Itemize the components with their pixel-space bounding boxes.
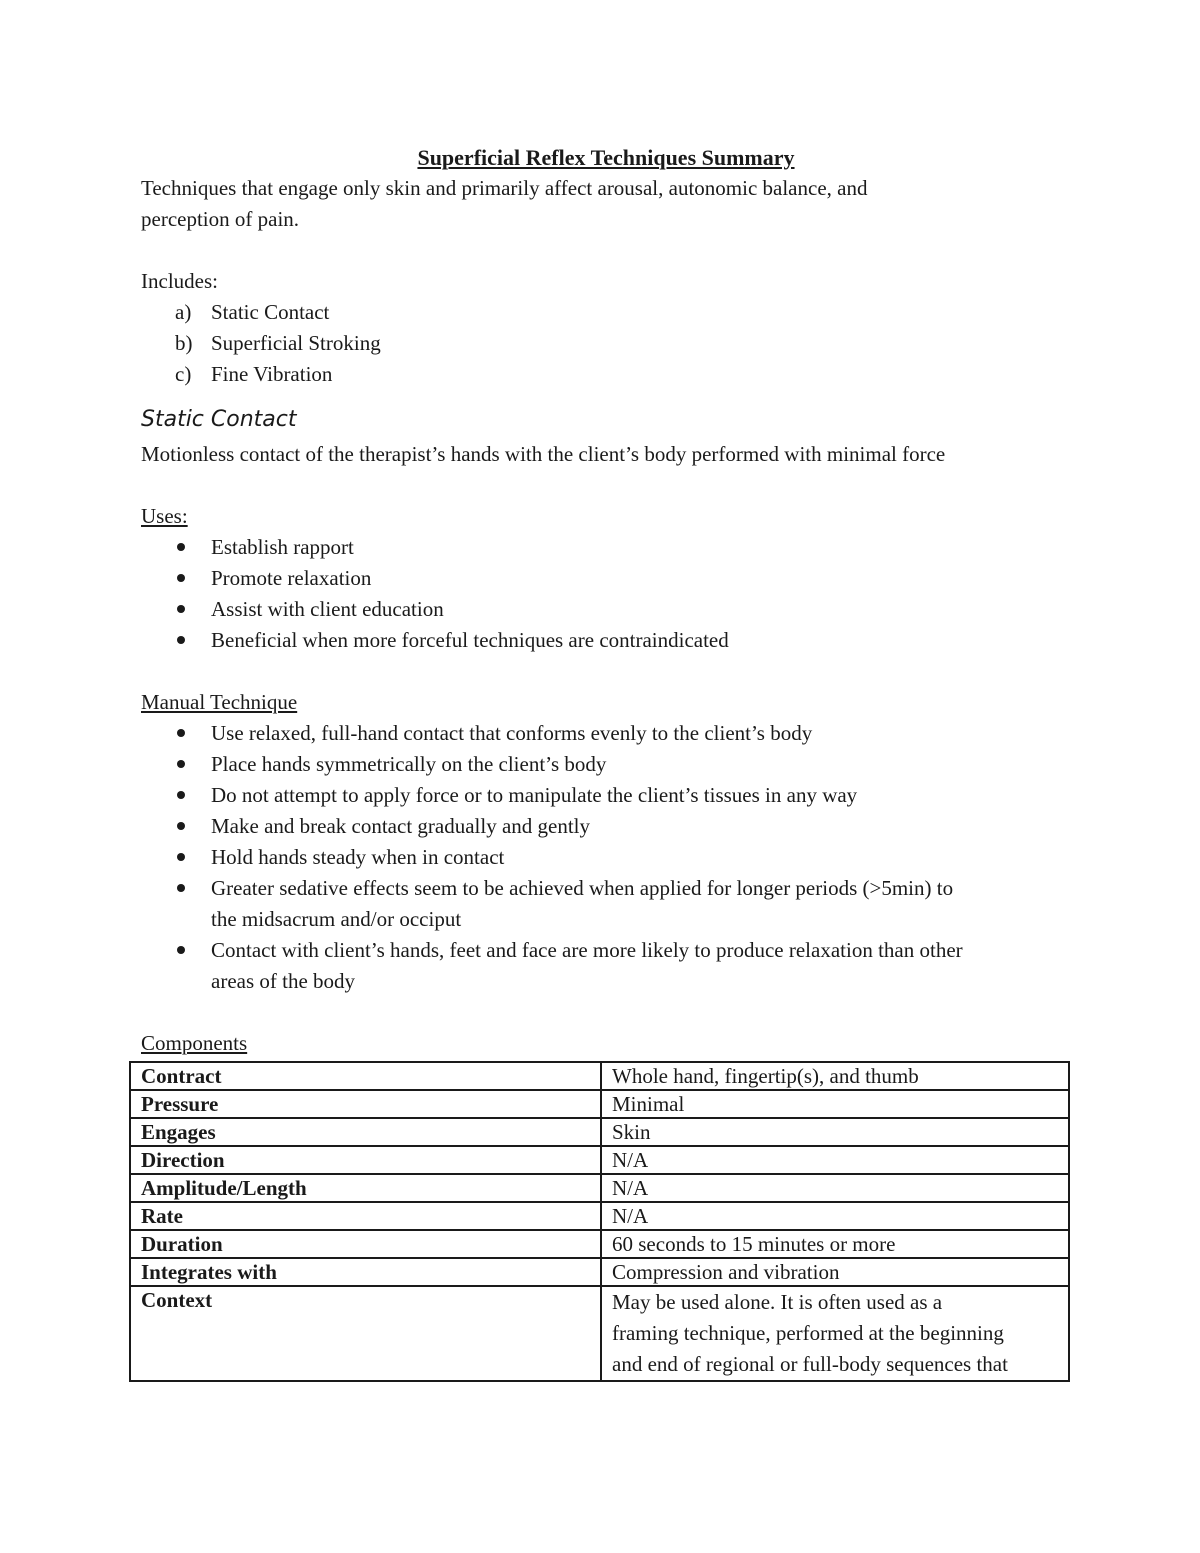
list-item-text: Beneficial when more forceful techniques are contraindicated (211, 628, 729, 652)
table-cell-value: 60 seconds to 15 minutes or more (601, 1230, 1069, 1258)
document-title: Superficial Reflex Techniques Summary (417, 145, 795, 170)
table-cell-value: Minimal (601, 1090, 1069, 1118)
list-item-text: Contact with client’s hands, feet and face are more likely to produce relaxation than other (211, 938, 963, 962)
table-row (130, 1230, 1069, 1258)
table-cell-value: N/A (601, 1146, 1069, 1174)
components-table (129, 1061, 1070, 1382)
table-cell-key: Engages (130, 1118, 601, 1146)
table-cell-key: Integrates with (130, 1258, 601, 1286)
uses-list (141, 532, 1071, 656)
spacer (141, 470, 1071, 501)
intro-text-line-2: perception of pain. (141, 207, 300, 231)
table-row (130, 1146, 1069, 1174)
table-row (130, 1286, 1069, 1381)
spacer (141, 656, 1071, 687)
table-row (130, 1258, 1069, 1286)
bullet-icon (177, 791, 185, 799)
table-row (130, 1202, 1069, 1230)
bullet-icon (177, 543, 185, 551)
context-line: framing technique, performed at the beginning (612, 1321, 1004, 1345)
bullet-icon (177, 636, 185, 644)
list-item-text: Greater sedative effects seem to be achieved when applied for longer periods (>5min) to (211, 876, 954, 900)
bullet-icon (177, 884, 185, 892)
list-item-text: Promote relaxation (211, 566, 372, 590)
list-item-text: Establish rapport (211, 535, 354, 559)
table-cell-key: Pressure (130, 1090, 601, 1118)
spacer (141, 235, 1071, 266)
manual-technique-list (141, 718, 1071, 997)
table-row (130, 1174, 1069, 1202)
spacer (141, 997, 1071, 1028)
list-item (141, 625, 1071, 656)
components-label: Components (141, 1031, 248, 1055)
list-item (141, 842, 1071, 873)
list-item-continuation (141, 966, 1071, 997)
list-item-text: Hold hands steady when in contact (211, 845, 505, 869)
list-item-text: Do not attempt to apply force or to manipulate the client’s tissues in any way (211, 783, 858, 807)
list-item (141, 532, 1071, 563)
table-cell-key: Direction (130, 1146, 601, 1174)
table-cell-value: Skin (601, 1118, 1069, 1146)
list-item-text: Place hands symmetrically on the client’s body (211, 752, 607, 776)
bullet-icon (177, 729, 185, 737)
includes-list (141, 297, 1071, 390)
list-item (141, 328, 1071, 359)
intro-text-line-1: Techniques that engage only skin and primarily affect arousal, autonomic balance, and (141, 176, 868, 200)
table-cell-value: Compression and vibration (601, 1258, 1069, 1286)
list-item-text: Fine Vibration (211, 362, 333, 386)
manual-technique-label: Manual Technique (141, 690, 298, 714)
bullet-icon (177, 605, 185, 613)
table-cell-value (601, 1286, 1069, 1381)
list-item-text: Make and break contact gradually and gently (211, 814, 591, 838)
table-cell-value: N/A (601, 1202, 1069, 1230)
bullet-icon (177, 946, 185, 954)
section-definition: Motionless contact of the therapist’s hands with the client’s body performed with minimal force (141, 442, 946, 466)
context-line: May be used alone. It is often used as a (612, 1290, 943, 1314)
section-heading: Static Contact (141, 407, 297, 432)
list-item-text: the midsacrum and/or occiput (211, 907, 462, 931)
list-item (141, 594, 1071, 625)
list-item (141, 811, 1071, 842)
table-row (130, 1118, 1069, 1146)
table-cell-value: Whole hand, fingertip(s), and thumb (601, 1062, 1069, 1090)
list-item-text: Assist with client education (211, 597, 444, 621)
table-cell-key: Amplitude/Length (130, 1174, 601, 1202)
list-item (141, 780, 1071, 811)
table-row (130, 1062, 1069, 1090)
list-item-continuation (141, 904, 1071, 935)
uses-label: Uses: (141, 504, 188, 528)
list-item (141, 873, 1071, 904)
list-item-text: Use relaxed, full-hand contact that conforms evenly to the client’s body (211, 721, 813, 745)
bullet-icon (177, 822, 185, 830)
bullet-icon (177, 760, 185, 768)
bullet-icon (177, 574, 185, 582)
list-item (141, 563, 1071, 594)
list-item-text: Static Contact (211, 300, 330, 324)
context-line: and end of regional or full-body sequences that (612, 1352, 1008, 1376)
list-marker: c) (175, 362, 192, 386)
table-cell-key: Rate (130, 1202, 601, 1230)
bullet-icon (177, 853, 185, 861)
list-item (141, 718, 1071, 749)
list-marker: a) (175, 300, 192, 324)
list-marker: b) (175, 331, 193, 355)
list-item (141, 297, 1071, 328)
list-item-text: areas of the body (211, 969, 356, 993)
table-row (130, 1090, 1069, 1118)
table-cell-key: Context (130, 1286, 601, 1381)
table-cell-value: N/A (601, 1174, 1069, 1202)
table-cell-key: Contract (130, 1062, 601, 1090)
document-page (141, 142, 1071, 1376)
includes-label: Includes: (141, 269, 218, 293)
list-item (141, 749, 1071, 780)
table-cell-key: Duration (130, 1230, 601, 1258)
list-item (141, 359, 1071, 390)
list-item (141, 935, 1071, 966)
list-item-text: Superficial Stroking (211, 331, 381, 355)
